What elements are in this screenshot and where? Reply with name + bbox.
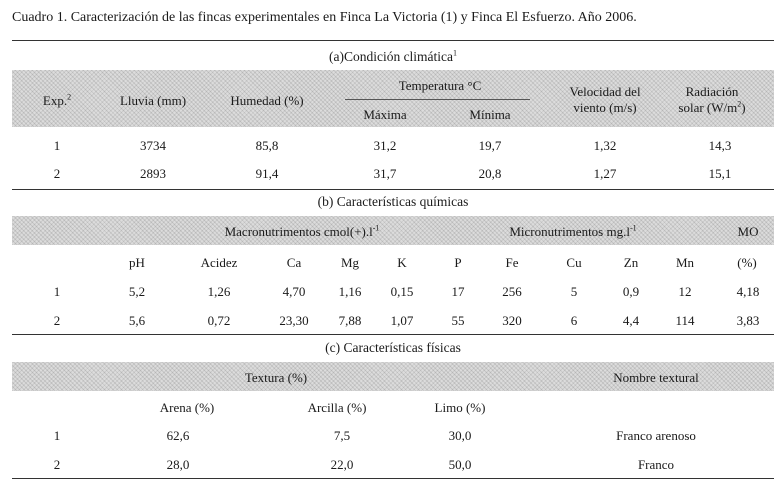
cell-arena: 28,0: [166, 457, 190, 472]
cell-mg: 7,88: [338, 313, 362, 328]
cell-nombre: Franco arenoso: [616, 428, 696, 443]
cell-maxima: 31,7: [373, 166, 397, 181]
header-humedad: Humedad (%): [230, 93, 304, 108]
cell-acidez: 0,72: [207, 313, 231, 328]
cell-exp: 2: [53, 457, 61, 472]
col-arena: Arena (%): [159, 400, 215, 415]
cell-arena: 62,6: [166, 428, 190, 443]
cell-fe: 256: [502, 284, 522, 299]
header-micro: Micronutrimentos $mg.l^{-1}$: [509, 223, 637, 239]
cell-humedad: 85,8: [255, 138, 279, 153]
section-b-title: (b) Características químicas: [317, 194, 469, 209]
cell-exp: 2: [53, 166, 61, 181]
cell-humedad: 91,4: [255, 166, 279, 181]
cell-exp: 1: [53, 138, 61, 153]
cell-exp: 2: [53, 313, 61, 328]
cell-limo: 30,0: [448, 428, 472, 443]
cell-lluvia: 3734: [140, 138, 166, 153]
cell-velocidad: 1,32: [593, 138, 617, 153]
cell-radiacion: 14,3: [708, 138, 732, 153]
col-fe: Fe: [505, 255, 519, 270]
section-c-rule: [12, 334, 774, 335]
col-ca: Ca: [286, 255, 302, 270]
header-mo: MO: [737, 224, 759, 239]
header-radiacion: Radiación solar $(W/m^2)$: [678, 84, 746, 115]
table-caption: Cuadro 1. Caracterización de las fincas experimentales en Finca La Victoria (1) y Finca El Esfuerzo. Año 2006.: [12, 10, 637, 25]
cell-nombre: Franco: [637, 457, 675, 472]
header-temperatura: Temperatura °C: [398, 78, 482, 93]
header-lluvia: Lluvia (mm): [119, 93, 187, 108]
header-exp: Exp.$^2$: [42, 92, 72, 108]
col-k: K: [397, 255, 407, 270]
header-maxima: Máxima: [363, 107, 407, 122]
cell-lluvia: 2893: [140, 166, 166, 181]
cell-cu: 5: [570, 284, 578, 299]
cell-radiacion: 15,1: [708, 166, 732, 181]
header-velocidad: Velocidad del viento (m/s): [569, 84, 641, 115]
cell-mo: 4,18: [736, 284, 760, 299]
cell-p: 55: [451, 313, 465, 328]
col-mg: Mg: [340, 255, 360, 270]
temperatura-underline: [345, 99, 530, 100]
col-ph: pH: [129, 255, 145, 270]
cell-mo: 3,83: [736, 313, 760, 328]
cell-minima: 19,7: [478, 138, 502, 153]
col-acidez: Acidez: [200, 255, 238, 270]
header-nombre-textural: Nombre textural: [613, 370, 699, 385]
col-mo-pct: (%): [737, 255, 757, 270]
col-zn: Zn: [623, 255, 639, 270]
top-rule: [12, 40, 774, 41]
col-arcilla: Arcilla (%): [307, 400, 367, 415]
cell-velocidad: 1,27: [593, 166, 617, 181]
cell-minima: 20,8: [478, 166, 502, 181]
cell-zn: 4,4: [622, 313, 640, 328]
cell-zn: 0,9: [622, 284, 640, 299]
cell-exp: 1: [53, 284, 61, 299]
section-c-title: (c) Características físicas: [325, 340, 461, 355]
section-a-title: (a)Condición climática$^1$: [328, 48, 458, 64]
cell-fe: 320: [502, 313, 522, 328]
cell-arcilla: 7,5: [333, 428, 351, 443]
cell-limo: 50,0: [448, 457, 472, 472]
cell-k: 0,15: [390, 284, 414, 299]
cell-ph: 5,6: [128, 313, 146, 328]
header-macro: Macronutrimentos $cmol(+).l^{-1}$: [224, 223, 380, 239]
cell-acidez: 1,26: [207, 284, 231, 299]
cell-arcilla: 22,0: [330, 457, 354, 472]
cell-cu: 6: [570, 313, 578, 328]
cell-ca: 23,30: [279, 313, 309, 328]
cell-maxima: 31,2: [373, 138, 397, 153]
bottom-rule: [12, 478, 774, 479]
cell-mn: 12: [678, 284, 692, 299]
cell-p: 17: [451, 284, 465, 299]
section-b-rule: [12, 189, 774, 190]
cell-k: 1,07: [390, 313, 414, 328]
cell-mn: 114: [675, 313, 695, 328]
col-limo: Limo (%): [434, 400, 486, 415]
header-minima: Mínima: [469, 107, 511, 122]
cell-exp: 1: [53, 428, 61, 443]
cell-ca: 4,70: [282, 284, 306, 299]
cell-mg: 1,16: [338, 284, 362, 299]
col-mn: Mn: [675, 255, 695, 270]
header-textura: Textura (%): [244, 370, 308, 385]
cell-ph: 5,2: [128, 284, 146, 299]
col-p: P: [454, 255, 462, 270]
section-b-header-band: [12, 216, 774, 245]
col-cu: Cu: [566, 255, 582, 270]
